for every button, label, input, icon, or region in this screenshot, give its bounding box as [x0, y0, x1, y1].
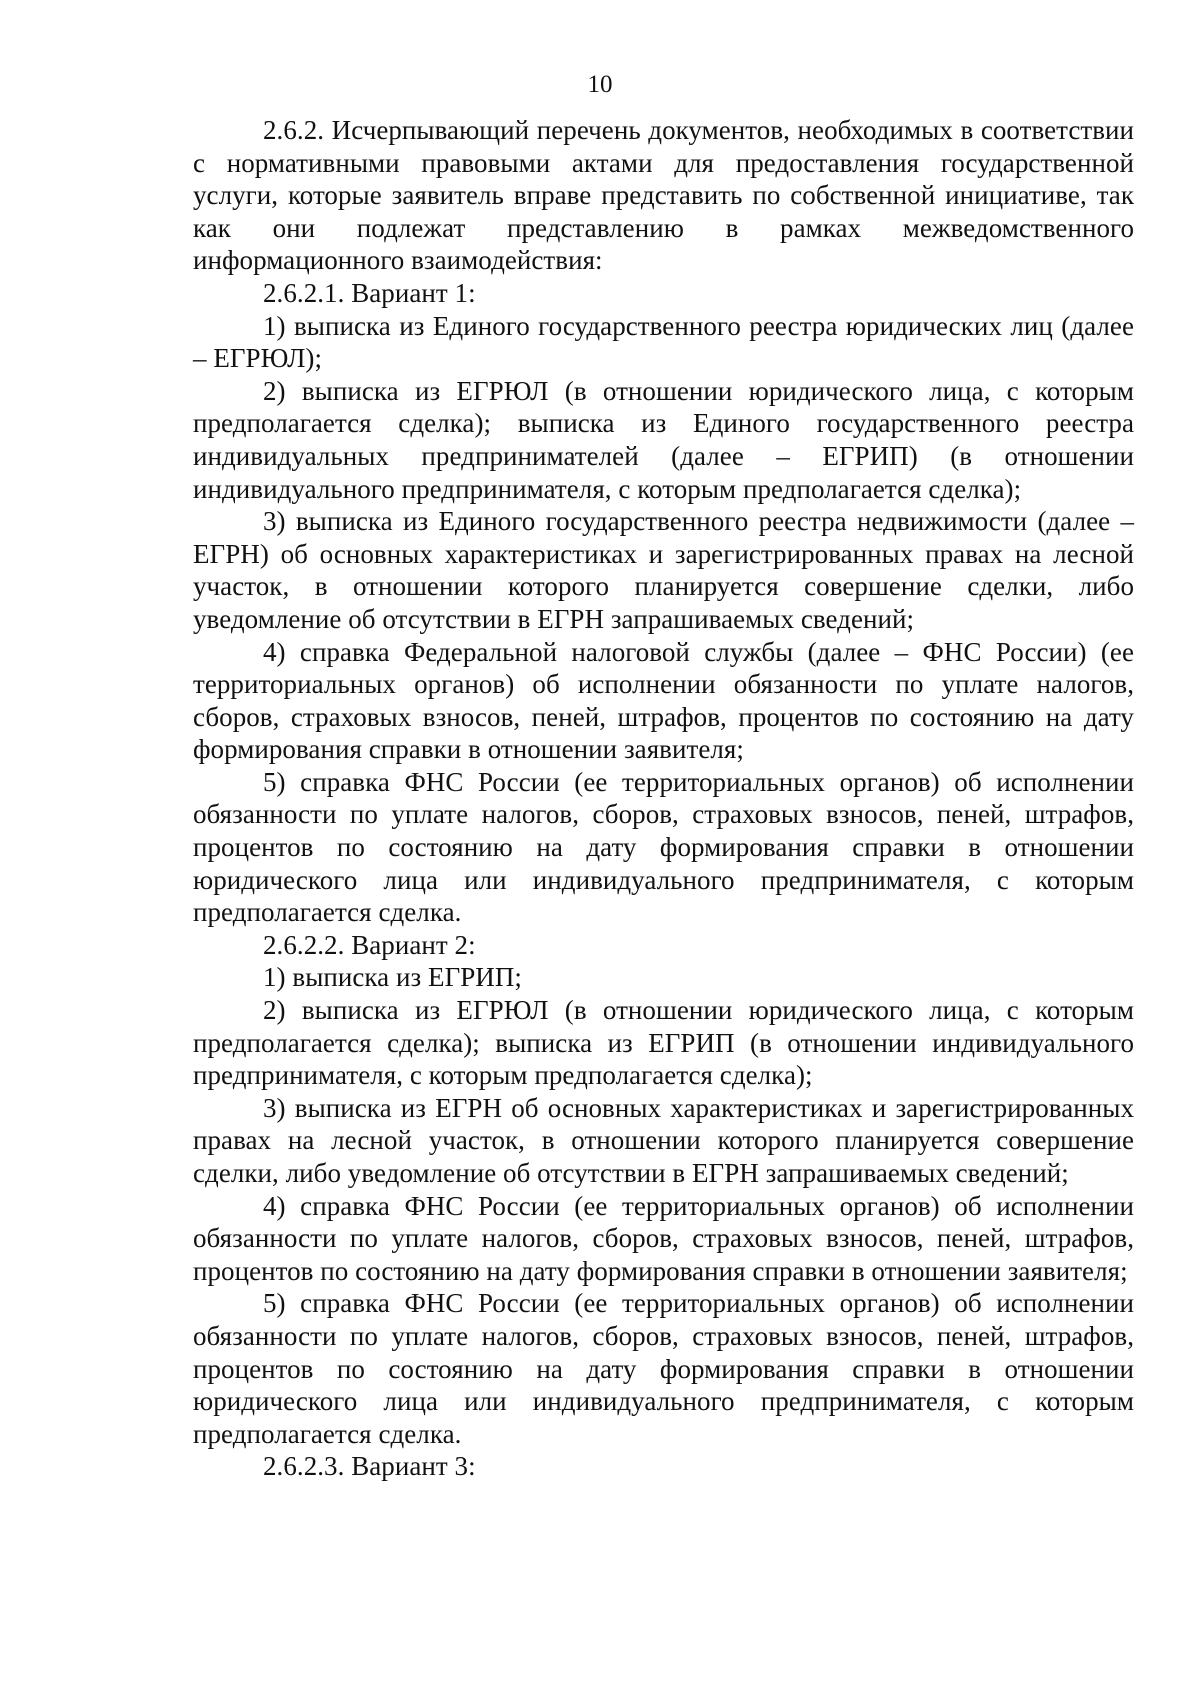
- list-item-v1-2: 2) выписка из ЕГРЮЛ (в отношении юридического лица, с которым предполагается сделка); выписка из Единого государственного реестра индивидуальных предпринимателей (далее – ЕГРИП) (в отношении индивидуального предпринимателя, с которым предполагается сделка);: [193, 375, 1134, 504]
- heading-variant-2: 2.6.2.2. Вариант 2:: [263, 929, 476, 960]
- list-item-v1-1: 1) выписка из Единого государственного реестра юридических лиц (далее – ЕГРЮЛ);: [193, 310, 1134, 374]
- list-item-v2-3: 3) выписка из ЕГРН об основных характеристиках и зарегистрированных правах на лесной участок, в отношении которого планируется совершение сделки, либо уведомление об отсутствии в ЕГРН запрашиваемых сведений;: [193, 1092, 1134, 1188]
- paragraph-2-6-2: 2.6.2. Исчерпывающий перечень документов, необходимых в соответствии с нормативными правовыми актами для предоставления государственной услуги, которые заявитель вправе представить по собственной инициативе, так как они подлежат представлению в рамках межведомственного информационного взаимодействия:: [193, 115, 1134, 276]
- list-item-v2-2: 2) выписка из ЕГРЮЛ (в отношении юридического лица, с которым предполагается сделка); выписка из ЕГРИП (в отношении индивидуального предпринимателя, с которым предполагается сделка);: [193, 995, 1134, 1091]
- page-number: 10: [587, 71, 613, 98]
- heading-variant-1: 2.6.2.1. Вариант 1:: [263, 277, 476, 308]
- list-item-v2-5: 5) справка ФНС России (ее территориальных органов) об исполнении обязанности по уплате налогов, сборов, страховых взносов, пеней, штрафов, процентов по состоянию на дату формирования справки в отношении юридического лица или индивидуального предпринимателя, с которым предполагается сделка.: [193, 1288, 1134, 1449]
- list-item-v1-3: 3) выписка из Единого государственного реестра недвижимости (далее – ЕГРН) об основных характеристиках и зарегистрированных правах на лесной участок, в отношении которого планируется совершение сделки, либо уведомление об отсутствии в ЕГРН запрашиваемых сведений;: [193, 506, 1134, 634]
- list-item-v1-4: 4) справка Федеральной налоговой службы (далее – ФНС России) (ее территориальных органов) об исполнении обязанности по уплате налогов, сборов, страховых взносов, пеней, штрафов, процентов по состоянию на дату формирования справки в отношении заявителя;: [193, 636, 1134, 765]
- heading-variant-3: 2.6.2.3. Вариант 3:: [263, 1451, 476, 1482]
- list-item-v2-4: 4) справка ФНС России (ее территориальных органов) об исполнении обязанности по уплате налогов, сборов, страховых взносов, пеней, штрафов, процентов по состоянию на дату формирования справки в отношении заявителя;: [193, 1190, 1134, 1286]
- list-item-v2-1: 1) выписка из ЕГРИП;: [263, 962, 522, 993]
- list-item-v1-5: 5) справка ФНС России (ее территориальных органов) об исполнении обязанности по уплате налогов, сборов, страховых взносов, пеней, штрафов, процентов по состоянию на дату формирования справки в отношении юридического лица или индивидуального предпринимателя, с которым предполагается сделка.: [193, 766, 1134, 928]
- document-body: [193, 114, 1134, 1483]
